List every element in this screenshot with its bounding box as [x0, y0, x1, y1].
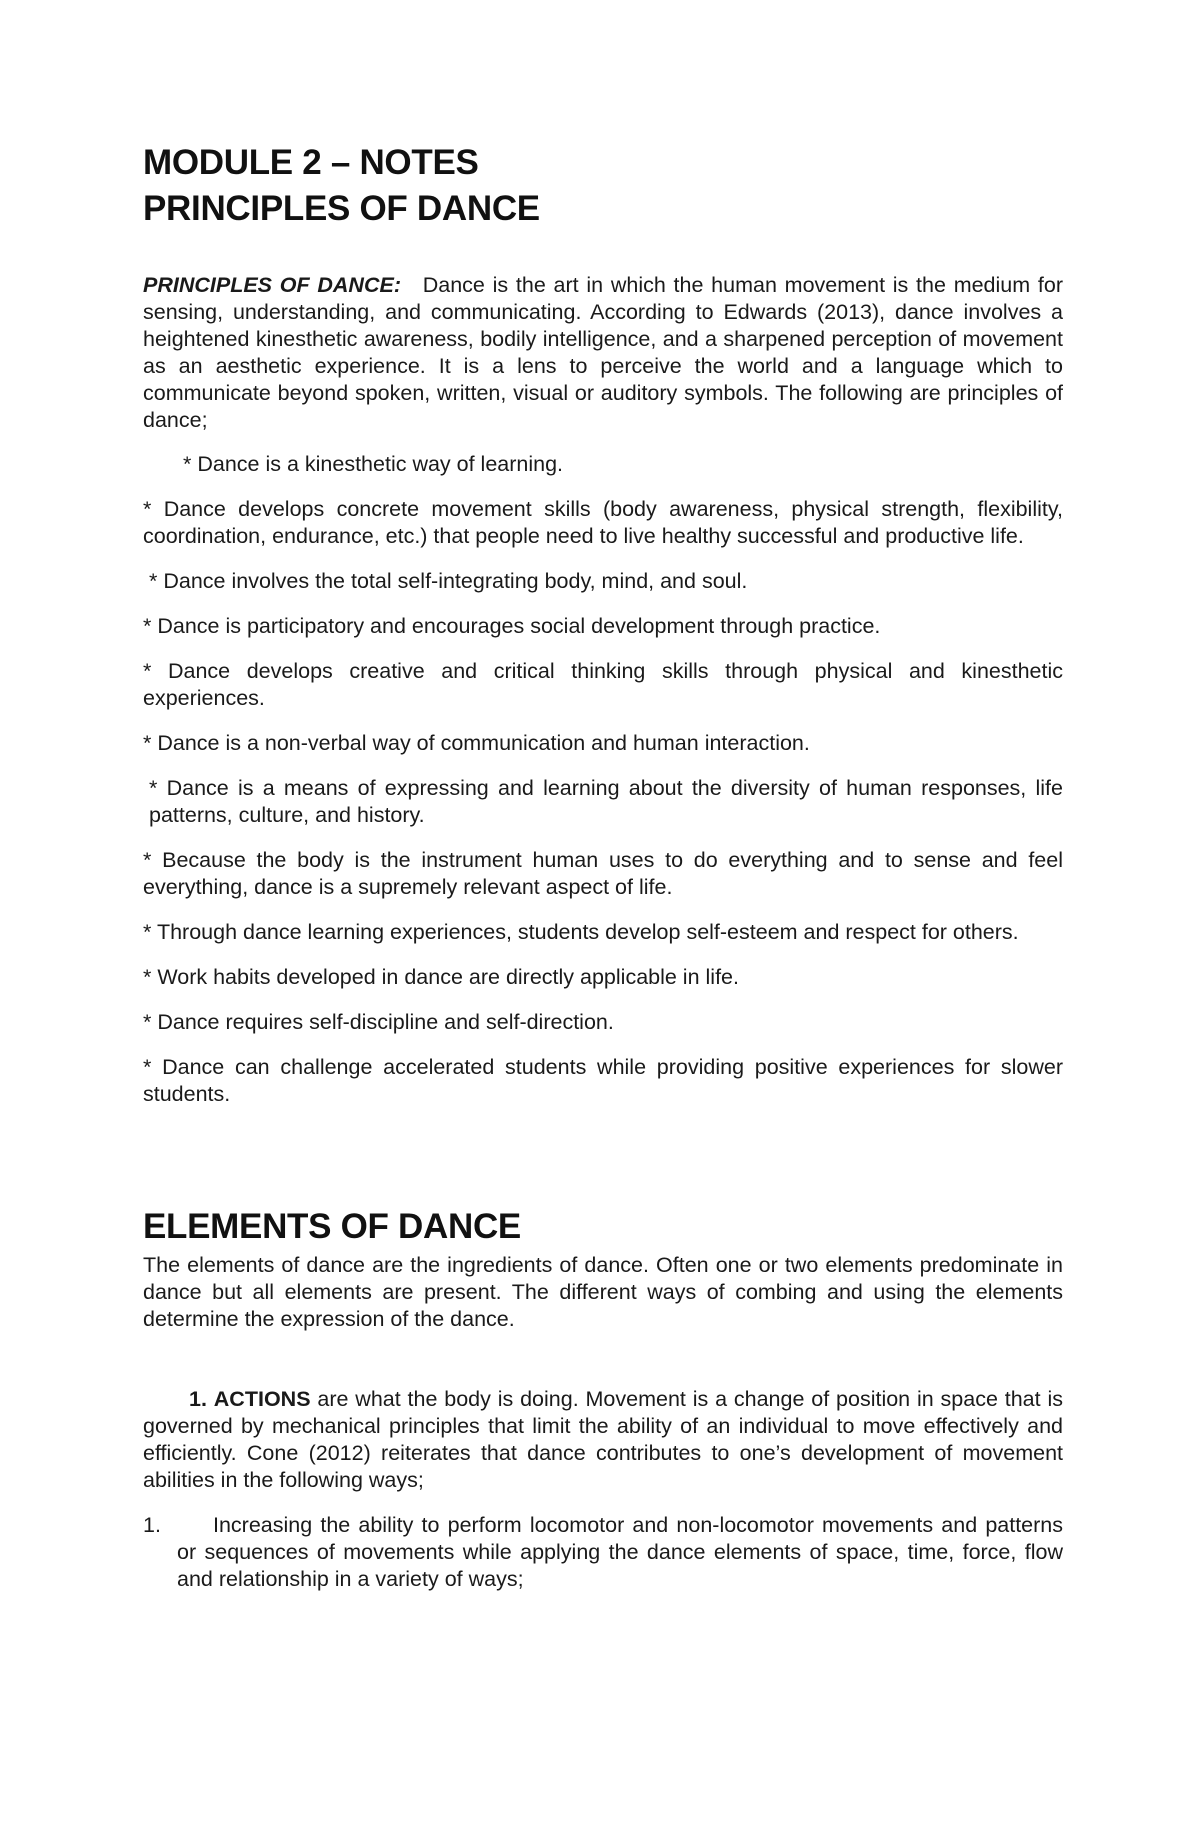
principles-lead-term: PRINCIPLES OF DANCE:	[143, 273, 401, 297]
principle-item: * Dance is a non-verbal way of communication and human interaction.	[143, 731, 810, 755]
principles-list	[143, 451, 1063, 1108]
list-item-text: Increasing the ability to perform locomotor and non-locomotor movements and patterns or sequences of movements while applying the dance elements of space, time, force, flow and relationship in a variety of ways;	[177, 1513, 1063, 1591]
principle-item: * Dance is a kinesthetic way of learning.	[183, 452, 564, 476]
principle-item: * Work habits developed in dance are directly applicable in life.	[143, 965, 739, 989]
principle-item: * Dance develops creative and critical thinking skills through physical and kinesthetic experiences.	[143, 659, 1063, 710]
principles-intro-text: Dance is the art in which the human movement is the medium for sensing, understanding, and communicating. According to Edwards (2013), dance involves a heightened kinesthetic awareness, bodily intelligence, and a sharpened perception of movement as an aesthetic experience. It is a lens to perceive the world and a language which to communicate beyond spoken, written, visual or auditory symbols. The following are principles of dance;	[143, 273, 1063, 432]
actions-term: ACTIONS	[213, 1387, 311, 1411]
actions-paragraph	[143, 1386, 1063, 1494]
document-content	[143, 140, 1063, 1593]
principle-item: * Dance involves the total self-integrating body, mind, and soul.	[149, 569, 748, 593]
principle-item: * Dance develops concrete movement skills (body awareness, physical strength, flexibility, coordination, endurance, etc.) that people need to live healthy successful and productive life.	[143, 497, 1063, 548]
movement-abilities-list	[143, 1512, 1063, 1593]
principle-item: * Dance can challenge accelerated students while providing positive experiences for slower students.	[143, 1055, 1063, 1106]
title-line-2: PRINCIPLES OF DANCE	[143, 189, 540, 228]
actions-text: are what the body is doing. Movement is a change of position in space that is governed by mechanical principles that limit the ability of an individual to move effectively and efficiently. Cone (2012) reiterates that dance contributes to one’s development of movement abilities in the following ways;	[143, 1387, 1063, 1492]
principles-intro-paragraph	[143, 272, 1063, 434]
principle-item: * Dance requires self-discipline and self-direction.	[143, 1010, 614, 1034]
principle-item: * Because the body is the instrument human uses to do everything and to sense and feel everything, dance is a supremely relevant aspect of life.	[143, 848, 1063, 899]
elements-section-title: ELEMENTS OF DANCE	[143, 1207, 521, 1246]
module-title	[143, 140, 1063, 232]
principle-item: * Dance is a means of expressing and learning about the diversity of human responses, life patterns, culture, and history.	[149, 776, 1063, 827]
principle-item: * Dance is participatory and encourages social development through practice.	[143, 614, 881, 638]
title-line-1: MODULE 2 – NOTES	[143, 143, 479, 182]
elements-intro-paragraph: The elements of dance are the ingredients of dance. Often one or two elements predominate in dance but all elements are present. The different ways of combing and using the elements determine the expression of the dance.	[143, 1253, 1063, 1331]
list-marker: 1.	[143, 1513, 161, 1537]
principle-item: * Through dance learning experiences, students develop self-esteem and respect for others.	[143, 920, 1019, 944]
actions-number: 1.	[189, 1387, 207, 1411]
movement-ability-item	[143, 1512, 1063, 1593]
